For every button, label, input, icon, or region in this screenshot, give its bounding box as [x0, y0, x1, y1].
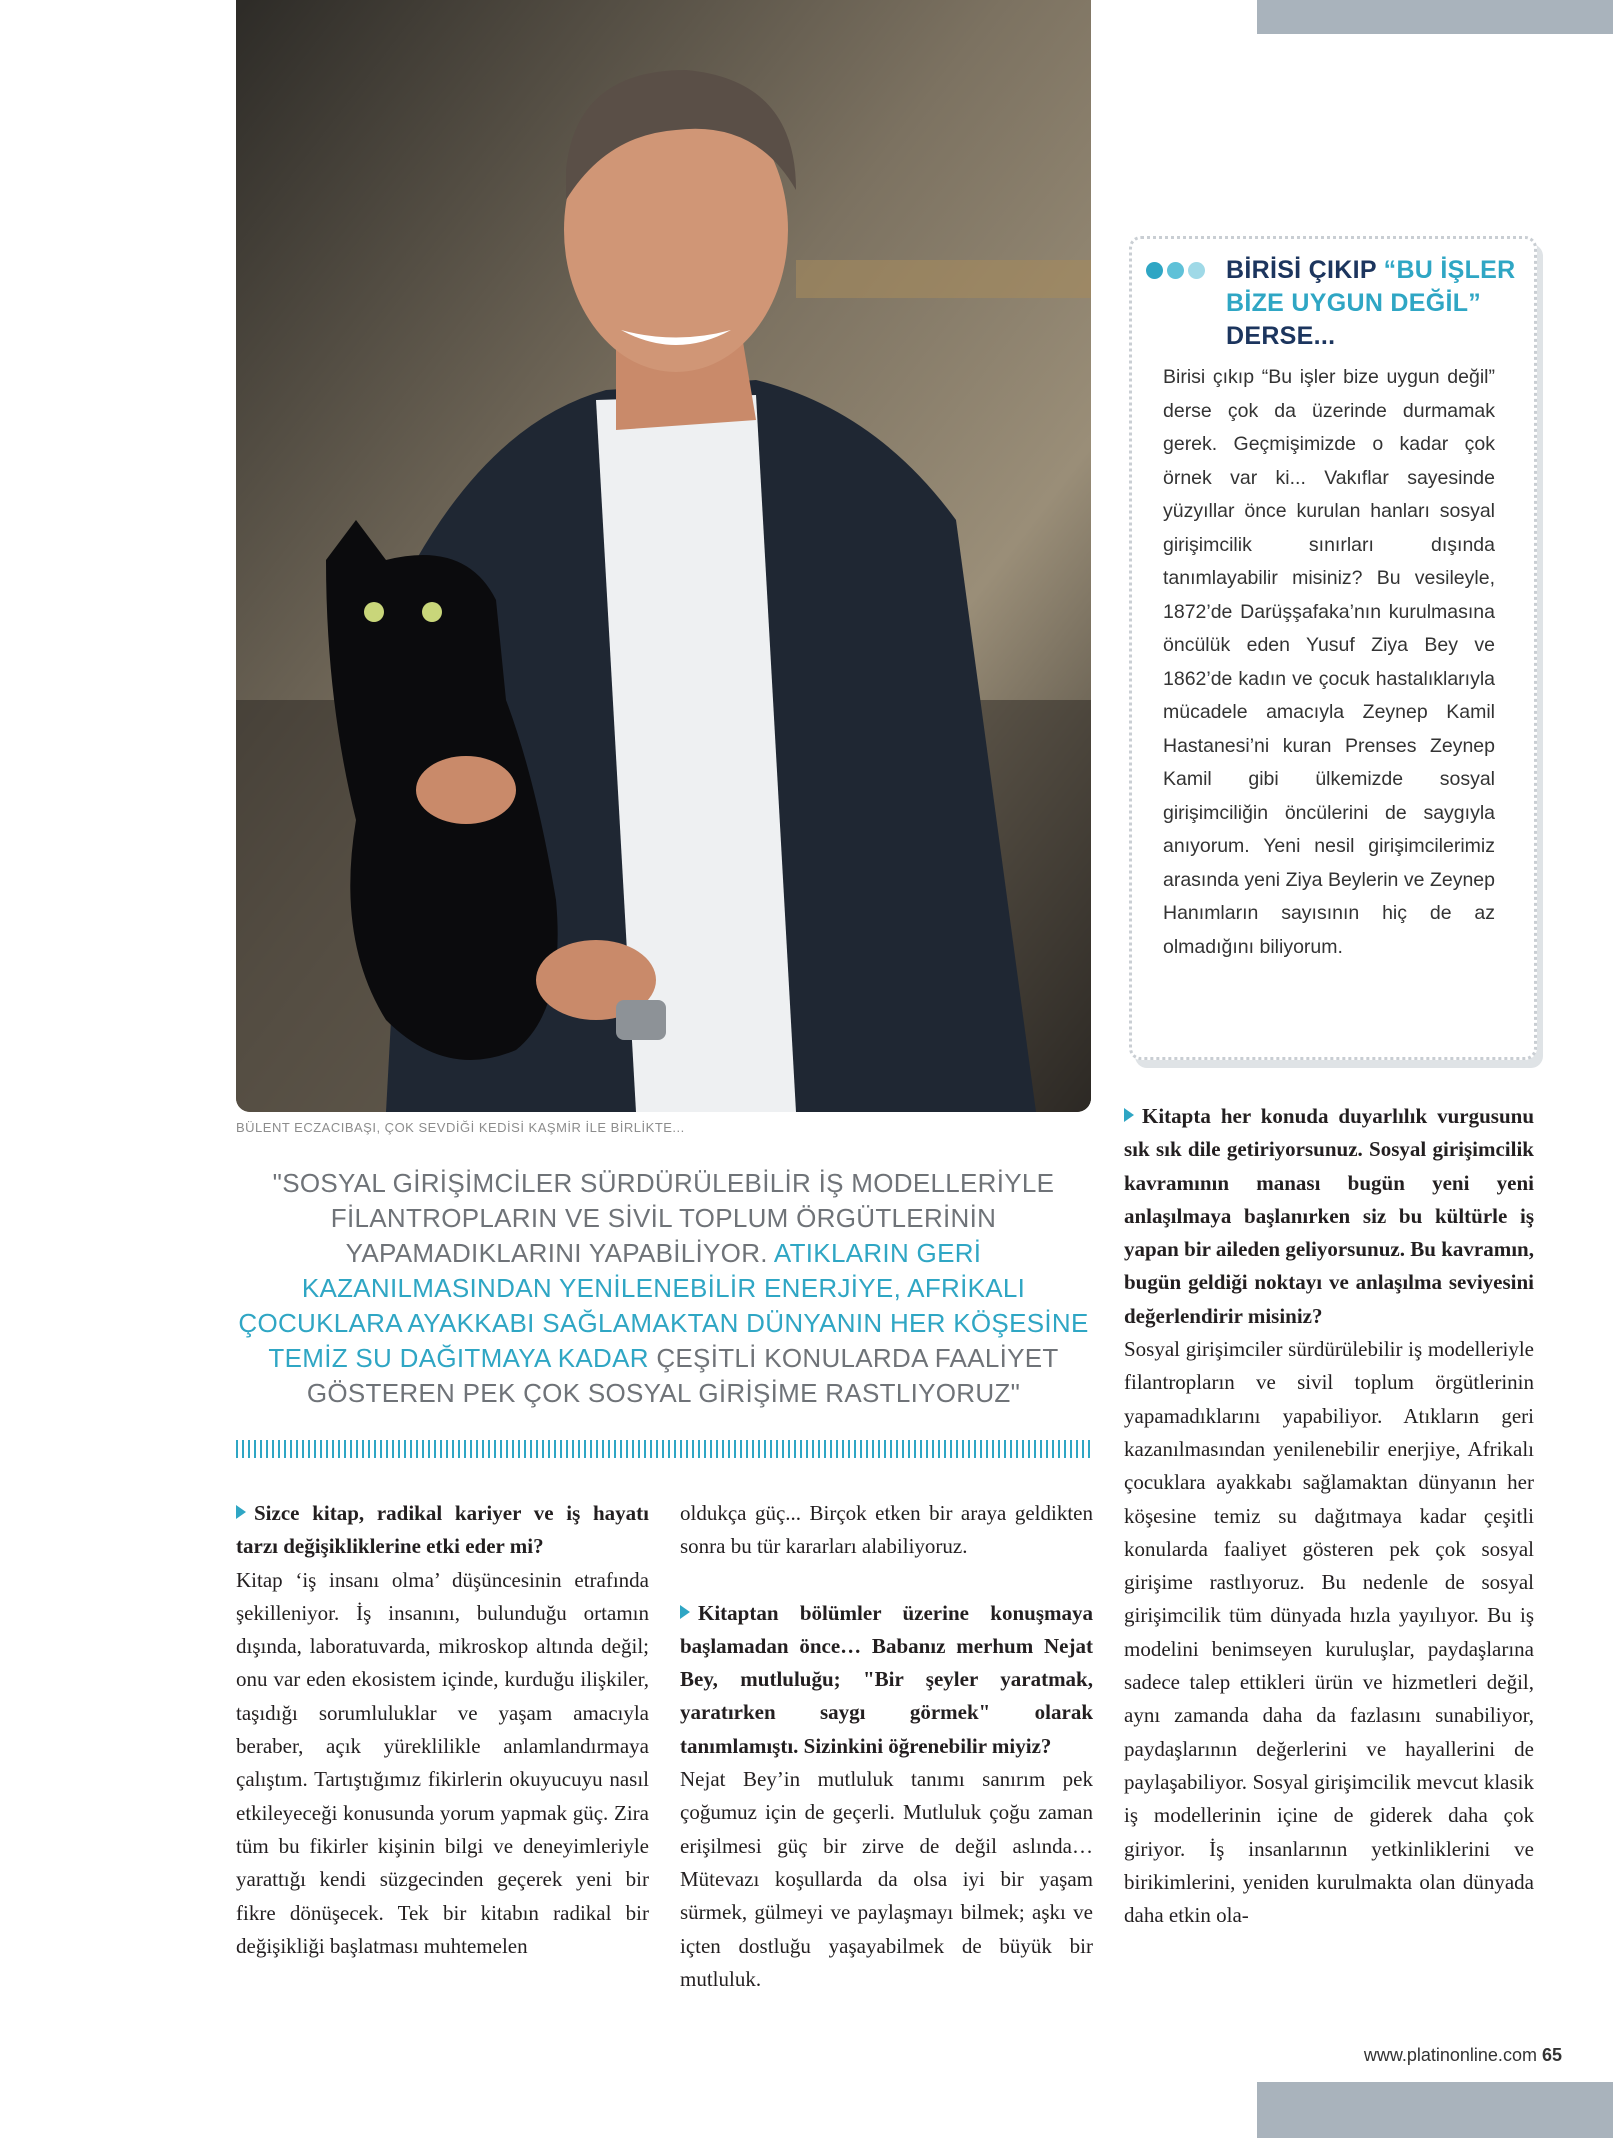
bottom-color-band — [1257, 2082, 1613, 2138]
dot-2 — [1167, 262, 1184, 279]
triangle-bullet-icon — [236, 1505, 246, 1519]
answer-1: Kitap ‘iş insanı olma’ düşüncesinin etrafında şekilleniyor. İş insanını, bulunduğu ortamın dışında, laboratuvarda, mikroskop altında değil; onu var eden ekosistem içinde, kurduğu ilişkiler, taşıdığı sorumluluklar ve yaşam amacıyla beraber, açık yüreklilikle anlamlandırmaya çalıştım. Tartıştığımız fikirlerin okuyucuyu nasıl etkileyeceği konusunda yorum yapmak güç. Zira tüm bu fikirler kişinin bilgi ve deneyimleriyle yarattığı kendi süzgecinden geçerek yeni bir fikre dönüşecek. Tek bir kitabın radikal bir değişikliği başlatması muhtemelen — [236, 1567, 649, 1958]
divider-rule — [236, 1440, 1091, 1458]
answer-1-continued: oldukça güç... Birçok etken bir araya geldikten sonra bu tür kararları alabiliyoruz. — [680, 1501, 1093, 1559]
sidebar-dots-icon — [1146, 262, 1205, 279]
dot-1 — [1146, 262, 1163, 279]
pull-quote — [236, 1166, 1091, 1411]
triangle-bullet-icon — [680, 1605, 690, 1619]
question-1-text: Sizce kitap, radikal kariyer ve iş hayatı tarzı değişikliklerine etki eder mi? — [236, 1501, 649, 1559]
article-column-3 — [1124, 1100, 1534, 1932]
sidebar-title-highlight: “BU İŞLER BİZE UYGUN DEĞİL” — [1226, 256, 1516, 317]
answer-3: Sosyal girişimciler sürdürülebilir iş modelleriyle filantropların ve sivil toplum örgütlerinin yapamadıklarını yapabiliyor. Atıkların geri kazanılmasından yenilenebilir enerjiye, Afrikalı çocuklara ayakkabı sağlamaktan dünyanın her köşesine temiz su dağıtmaya kadar çeşitli konularda faaliyet gösteren pek çok sosyal girişime rastlıyoruz. Bu nedenle de sosyal girişimcilik tüm dünyada hızla yayılıyor. Bu iş modelini benimseyen kuruluşlar, paydaşlarına sadece talep ettikleri ürün ve hizmetleri değil, aynı zamanda daha da fazlasını sunabiliyor, paydaşlarının değerlerini ve hayallerini de paylaşabiliyor. Sosyal girişimcilik mevcut klasik iş modellerinin içine de giderek daha çok giriyor. İş insanlarının yetkinliklerini ve birikimlerini, yeniden kurulmakta olan dünyada daha etkin ola- — [1124, 1337, 1534, 1928]
triangle-bullet-icon — [1124, 1108, 1134, 1122]
sidebar-body: Birisi çıkıp “Bu işler bize uygun değil” derse çok da üzerinde durmamak gerek. Geçmişimizde o kadar çok örnek var ki... Vakıflar sayesinde yüzyıllar önce kurulan hanları sosyal girişimcilik sınırları dışında tanımlayabilir misiniz? Bu vesileyle, 1872’de Darüşşafaka’nın kurulmasına öncülük eden Yusuf Ziya Bey ve 1862’de kadın ve çocuk hastalıklarıyla mücadele amacıyla Zeynep Kamil Hastanesi’ni kuran Prenses Zeynep Kamil gibi ülkemizde sosyal girişimciliğin öncülerini de saygıyla anıyorum. Yeni nesil girişimcilerimiz arasında yeni Ziya Beylerin ve Zeynep Hanımların sayısının hiç de az olmadığını biliyorum. — [1163, 366, 1495, 958]
photo-caption: BÜLENT ECZACIBAŞI, ÇOK SEVDİĞİ KEDİSİ KAŞMİR İLE BİRLİKTE... — [236, 1120, 685, 1135]
footer-url[interactable]: www.platinonline.com — [1363, 2045, 1537, 2065]
page-footer — [1364, 2045, 1562, 2066]
sidebar-title-part2: DERSE... — [1226, 322, 1336, 350]
question-3-text: Kitapta her konuda duyarlılık vurgusunu sık sık dile getiriyorsunuz. Sosyal girişimcilik kavramının manası bugün yeni yeni anlaşılmaya başlanırken siz bu kültürle iş yapan bir aileden geliyorsunuz. Bu kavramın, bugün geldiği noktayı ve anlaşılma seviyesini değerlendirir misiniz? — [1124, 1104, 1534, 1328]
pull-quote-part1: "SOSYAL GİRİŞİMCİLER SÜRDÜRÜLEBİLİR İŞ MODELLERİYLE FİLANTROPLARIN VE SİVİL TOPLUM ÖRGÜTLERİNİN YAPAMADIKLARINI YAPABİLİYOR. — [272, 1168, 1055, 1268]
question-2 — [680, 1597, 1093, 1763]
question-2-text: Kitaptan bölümler üzerine konuşmaya başlamadan önce… Babanız merhum Nejat Bey, mutluluğu; "Bir şeyler yaratmak, yaratırken saygı görmek" olarak tanımlamıştı. Sizinkini öğrenebilir miyiz? — [680, 1600, 1093, 1758]
article-column-1 — [236, 1497, 649, 1963]
portrait-photo — [236, 0, 1091, 1112]
dot-3 — [1188, 262, 1205, 279]
sidebar-title — [1226, 254, 1526, 353]
paragraph-gap — [680, 1564, 1093, 1597]
sidebar-title-part1: BİRİSİ ÇIKIP — [1226, 256, 1384, 284]
question-1 — [236, 1497, 649, 1564]
answer-2: Nejat Bey’in mutluluk tanımı sanırım pek çoğumuz için de geçerli. Mutluluk çoğu zaman erişilmesi güç bir zirve de değil aslında… Mütevazı koşullarda da olsa iyi bir yaşam sürmek, gülmeyi ve paylaşmayı bilmek; aşkı ve içten dostluğu yaşayabilmek de büyük bir mutluluk. — [680, 1767, 1093, 1991]
pull-quote-part2: ÇEŞİTLİ KONULARDA FAALİYET GÖSTEREN PEK ÇOK SOSYAL GİRİŞİME RASTLIYORUZ" — [306, 1343, 1059, 1408]
portrait-illustration — [236, 0, 1091, 1112]
question-3 — [1124, 1100, 1534, 1333]
page-number: 65 — [1541, 2045, 1562, 2065]
pull-quote-highlight: ATIKLARIN GERİ KAZANILMASINDAN YENİLENEBİLİR ENERJİYE, AFRİKALI ÇOCUKLARA AYAKKABI SAĞLAMAKTAN DÜNYANIN HER KÖŞESİNE TEMİZ SU DAĞITMAYA KADAR — [238, 1238, 1089, 1373]
top-color-band — [1257, 0, 1613, 34]
article-column-2 — [680, 1497, 1093, 1996]
